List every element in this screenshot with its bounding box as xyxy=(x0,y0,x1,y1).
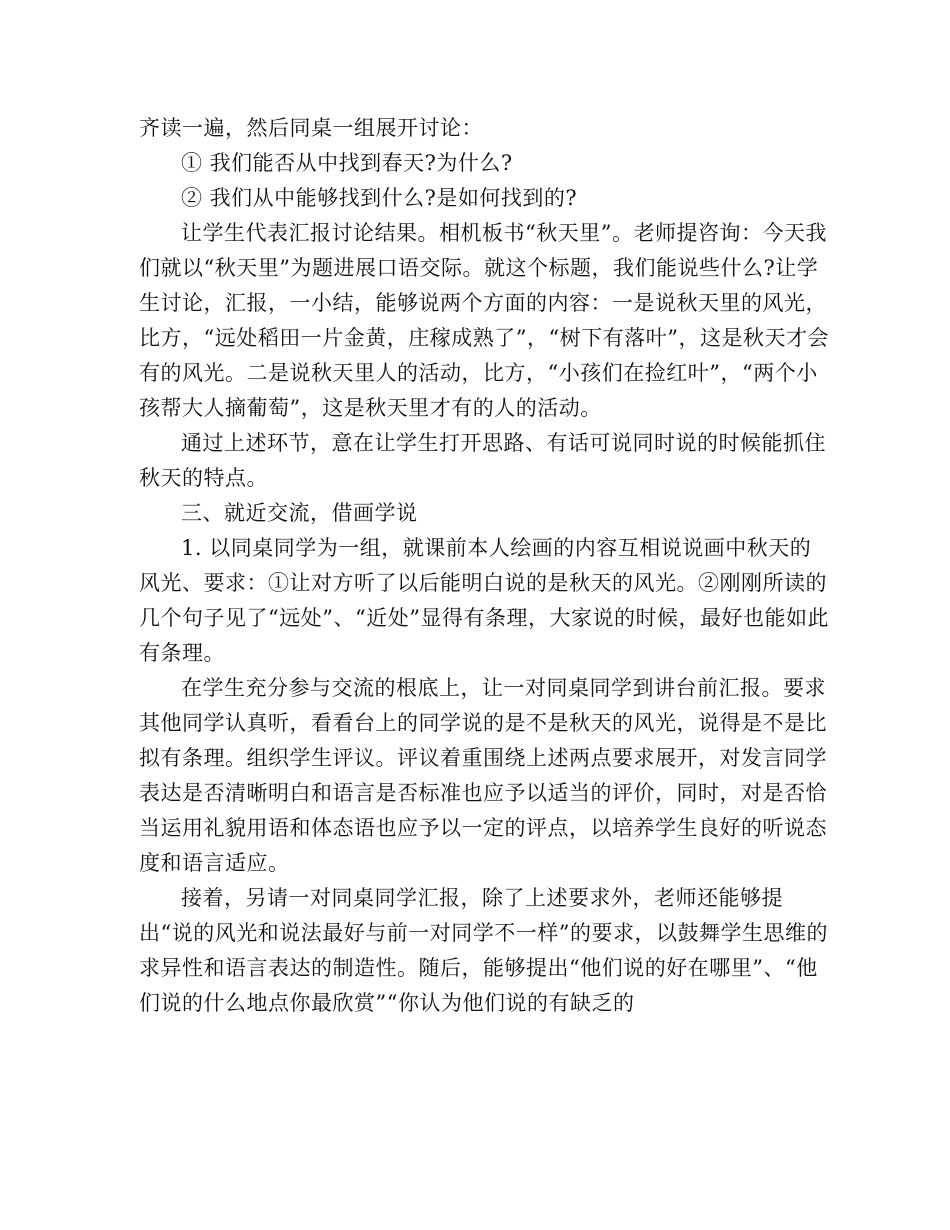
paragraph-second-report: 接着，另请一对同桌同学汇报，除了上述要求外，老师还能够提出“说的风光和说法最好与前一对同学不一样”的要求，以鼓舞学生思维的求异性和语言表达的制造性。随后，能够提出“他们说的好在哪里”、“他们说的什么地点你最欣赏”“你认为他们说的有缺乏的 xyxy=(139,886,828,1015)
paragraph-peer-report: 在学生充分参与交流的根底上，让一对同桌同学到讲台前汇报。要求其他同学认真听，看看台上的同学说的是不是秋天的风光，说得是不是比拟有条理。组织学生评议。评议着重围绕上述两点要求展开，对发言同学表达是否清晰明白和语言是否标准也应予以适当的评价，同时，对是否恰当运用礼貌用语和体态语也应予以一定的评点，以培养学生良好的听说态度和语言适应。 xyxy=(139,676,827,875)
paragraph-intro: 齐读一遍，然后同桌一组展开讨论： xyxy=(139,116,483,140)
paragraph-purpose: 通过上述环节，意在让学生打开思路、有话可说同时说的时候能抓住秋天的特点。 xyxy=(139,431,826,490)
paragraph-question-2: ② 我们从中能够找到什么?是如何找到的? xyxy=(181,186,578,210)
document-body xyxy=(139,111,829,1021)
paragraph-question-1: ① 我们能否从中找到春天?为什么? xyxy=(181,151,513,175)
paragraph-step-1: 1. 以同桌同学为一组，就课前本人绘画的内容互相说说画中秋天的风光、要求：①让对方听了以后能明白说的是秋天的风光。②刚刚所读的几个句子见了“远处”、“近处”显得有条理，大家说的时候，最好也能如此有条理。 xyxy=(139,536,829,665)
paragraph-discussion-report: 让学生代表汇报讨论结果。相机板书“秋天里”。老师提咨询：今天我们就以“秋天里”为题进展口语交际。就这个标题，我们能说些什么?让学生讨论，汇报，一小结，能够说两个方面的内容：一是说秋天里的风光，比方，“远处稻田一片金黄，庄稼成熟了”，“树下有落叶”，这是秋天才会有的风光。二是说秋天里人的活动，比方，“小孩们在捡红叶”，“两个小孩帮大人摘葡萄”，这是秋天里才有的人的活动。 xyxy=(139,221,829,420)
section-heading-3: 三、就近交流，借画学说 xyxy=(181,501,418,525)
